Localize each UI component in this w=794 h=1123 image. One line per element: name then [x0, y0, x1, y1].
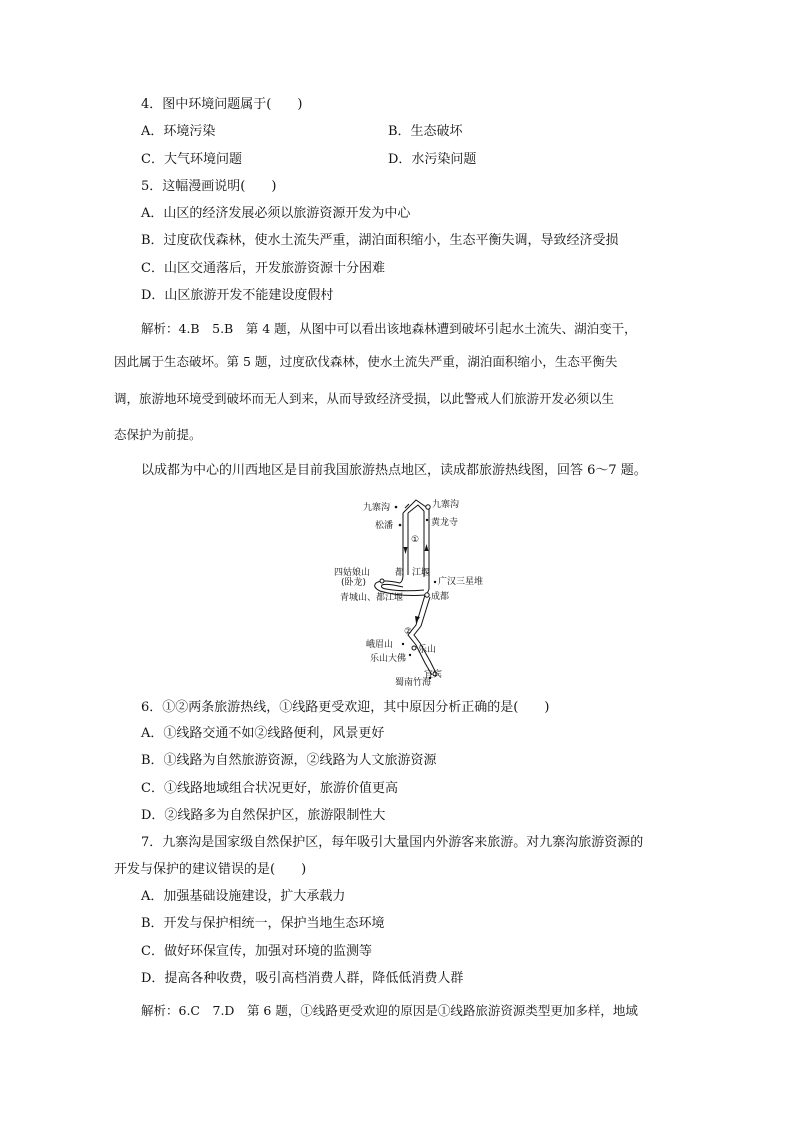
- q7-stem-line2: 开发与保护的建议错误的是( ): [114, 862, 307, 877]
- q5-option-a: A．山区的经济发展必须以旅游资源开发为中心: [141, 206, 411, 221]
- q7-option-b: B．开发与保护相统一，保护当地生态环境: [141, 916, 385, 931]
- label-route1: ①: [411, 535, 420, 545]
- q7-stem-line1: 7．九寨沟是国家级自然保护区，每年吸引大量国内外游客来旅游。对九寨沟旅游资源的: [141, 835, 644, 850]
- label-songpan: 松潘: [375, 521, 394, 531]
- label-route2: ②: [404, 627, 413, 637]
- intro-67: 以成都为中心的川西地区是目前我国旅游热点地区，读成都旅游热线图，回答 6～7 题。: [141, 463, 647, 478]
- chengdu-tourism-route-map: [330, 495, 490, 690]
- q6-stem: 6．①②两条旅游热线，①线路更受欢迎，其中原因分析正确的是( ): [141, 700, 550, 715]
- q7-option-a: A．加强基础设施建设，扩大承载力: [141, 889, 346, 904]
- label-siguniang: 四姑娘山: [334, 568, 371, 578]
- label-jiuzhaigou-left: 九寨沟: [363, 503, 391, 513]
- q5-option-d: D．山区旅游开发不能建设度假村: [141, 288, 334, 303]
- explanation-45-line2: 因此属于生态破坏。第 5 题，过度砍伐森林，使水土流失严重，湖泊面积缩小，生态平衡失: [114, 354, 618, 369]
- route2-down-arrow: [415, 616, 420, 623]
- label-jiangyan: 江堰: [412, 568, 431, 578]
- label-guanghan: 广汉三星堆: [438, 577, 484, 587]
- route1-up-arrow: [425, 544, 429, 551]
- label-leshandafo: 乐山大佛: [370, 654, 407, 664]
- label-emeishan: 峨眉山: [366, 640, 394, 650]
- explanation-45-line4: 态保护为前提。: [114, 427, 202, 442]
- q4-option-c: C．大气环境问题: [141, 152, 242, 167]
- q6-option-c: C．①线路地域组合状况更好，旅游价值更高: [141, 781, 398, 796]
- label-leshan: 乐山: [418, 645, 437, 655]
- label-qingcheng: 青城山、都江堰: [340, 593, 404, 603]
- label-zhuhai: 蜀南竹海: [395, 678, 432, 688]
- q5-option-c: C．山区交通落后，开发旅游资源十分困难: [141, 261, 385, 276]
- q6-option-b: B．①线路为自然旅游资源，②线路为人文旅游资源: [141, 753, 437, 768]
- q5-option-b: B．过度砍伐森林，使水土流失严重，湖泊面积缩小，生态平衡失调，导致经济受损: [141, 233, 619, 248]
- explanation-67-line1: 解析：6.C 7.D 第 6 题，①线路更受欢迎的原因是①线路旅游资源类型更加多样，地域: [141, 1003, 638, 1018]
- label-wolong: (卧龙): [341, 578, 367, 588]
- q6-option-a: A．①线路交通不如②线路便利，风景更好: [141, 726, 385, 741]
- label-chengdu: 成都: [431, 592, 450, 602]
- q7-option-c: C．做好环保宣传，加强对环境的监测等: [141, 944, 372, 959]
- explanation-45-line3: 调，旅游地环境受到破坏而无人到来，从而导致经济受损，以此警戒人们旅游开发必须以生: [114, 391, 615, 406]
- label-du: 都: [395, 568, 405, 578]
- label-yibin: 宜宾: [424, 670, 443, 680]
- q7-option-d: D．提高各种收费，吸引高档消费人群，降低低消费人群: [141, 971, 464, 986]
- q5-stem: 5．这幅漫画说明( ): [141, 179, 277, 194]
- q4-option-b: B．生态破坏: [388, 124, 463, 139]
- route1-down-arrow: [404, 547, 408, 554]
- explanation-45-line1: 解析：4.B 5.B 第 4 题，从图中可以看出该地森林遭到破坏引起水土流失、湖泊变干，: [141, 321, 637, 336]
- label-jiuzhaigou-right: 九寨沟: [432, 500, 460, 510]
- q6-option-d: D．②线路多为自然保护区，旅游限制性大: [141, 808, 386, 823]
- q4-option-d: D．水污染问题: [388, 152, 477, 167]
- q4-stem: 4．图中环境问题属于( ): [141, 97, 303, 112]
- label-huanglongsi: 黄龙寺: [431, 518, 459, 528]
- q4-option-a: A．环境污染: [141, 124, 216, 139]
